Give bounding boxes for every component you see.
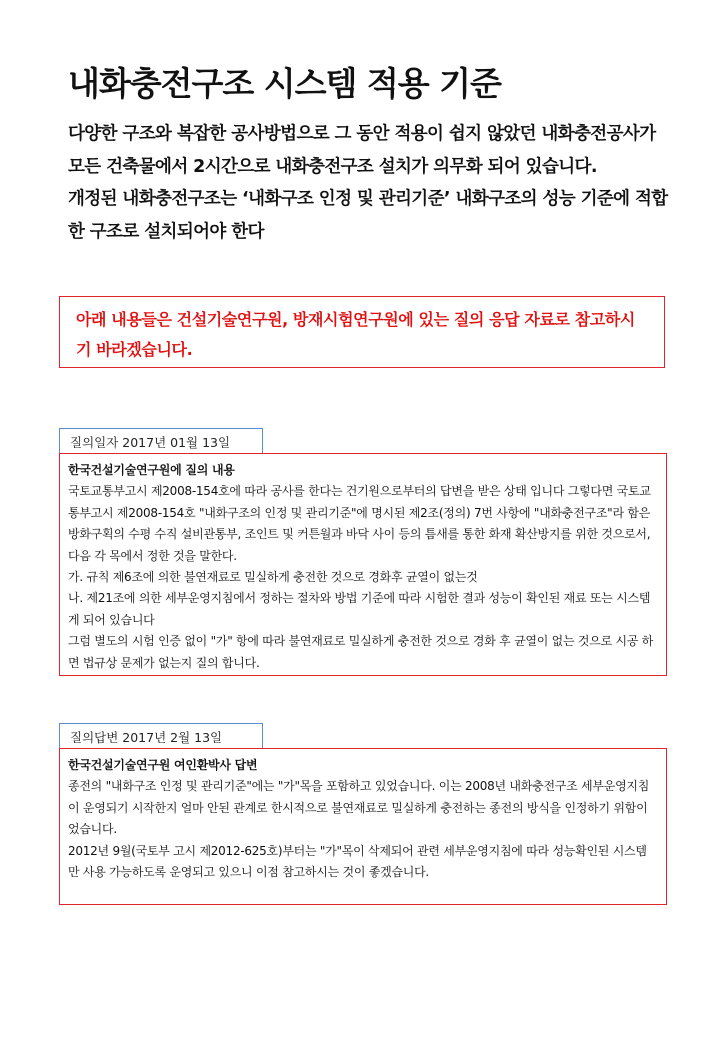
notice-box: 아래 내용들은 건설기술연구원, 방재시험연구원에 있는 질의 응답 자료로 참고하시기 바라겠습니다. (59, 296, 665, 368)
question-paragraph: 가. 규칙 제6조에 의한 불연재료로 밀실하게 충전한 것으로 경화후 균열이 없는것 (68, 570, 478, 585)
question-paragraph: 국토교통부고시 제2008-154호에 따라 공사를 한다는 건기원으로부터의 답변을 받은 상태 입니다 그렇다면 국토교통부고시 제2008-154호 "내화구조의 인정 및 관리기준"에 명시된 제2조(정의) 7번 사항에 "내화충전구조"라 함은 방화구획의 수평 수직 설비관통부, 조인트 및 커튼월과 바닥 사이 등의 틈새를 통한 화재 확산방지를 위한 것으로서, 다음 각 목에서 정한 것을 말한다. (68, 484, 651, 563)
answer-paragraph: 종전의 "내화구조 인정 및 관리기준"에는 "가"목을 포함하고 있었습니다. 이는 2008년 내화충전구조 세부운영지침이 운영되기 시작한지 얼마 안된 관계로 한시적으로 불연재료로 밀실하게 충전하는 종전의 방식을 인정하기 위함이었습니다. (68, 779, 650, 837)
answer-paragraph: 2012년 9월(국토부 고시 제2012-625호)부터는 "가"목이 삭제되어 관련 세부운영지침에 따라 성능확인된 시스템만 사용 가능하도록 운영되고 있으니 이점 참고하시는 것이 좋겠습니다. (68, 843, 647, 880)
page-title: 내화충전구조 시스템 적용 기준 (68, 64, 501, 103)
question-paragraph: 나. 제21조에 의한 세부운영지침에서 정하는 절차와 방법 기준에 따라 시험한 결과 성능이 확인된 재료 또는 시스템 게 되어 있습니다 (68, 591, 651, 627)
question-heading: 한국건설기술연구원에 질의 내용 (68, 463, 235, 477)
intro-paragraph: 다양한 구조와 복잡한 공사방법으로 그 동안 적용이 쉽지 않았던 내화충전공사가 모든 건축물에서 2시간으로 내화충전구조 설치가 의무화 되어 있습니다. (68, 124, 656, 177)
intro-paragraph: 개정된 내화충전구조는 ‘내화구조 인정 및 관리기준’ 내화구조의 성능 기준에 적합한 구조로 설치되어야 한다 (68, 189, 668, 242)
answer-heading: 한국건설기술연구원 여인환박사 답변 (68, 758, 258, 772)
answer-box (59, 748, 667, 905)
question-date-tag: 질의일자 2017년 01월 13일 (59, 428, 263, 454)
question-paragraph: 그럼 별도의 시험 인증 없이 "가" 항에 따라 불연재료로 밀실하게 충전한 것으로 경화 후 균열이 없는 것으로 시공 하면 법규상 문제가 없는지 질의 합니다. (68, 634, 654, 670)
question-box (59, 453, 667, 676)
intro-text (68, 118, 668, 248)
answer-date-tag: 질의답변 2017년 2월 13일 (59, 723, 263, 749)
